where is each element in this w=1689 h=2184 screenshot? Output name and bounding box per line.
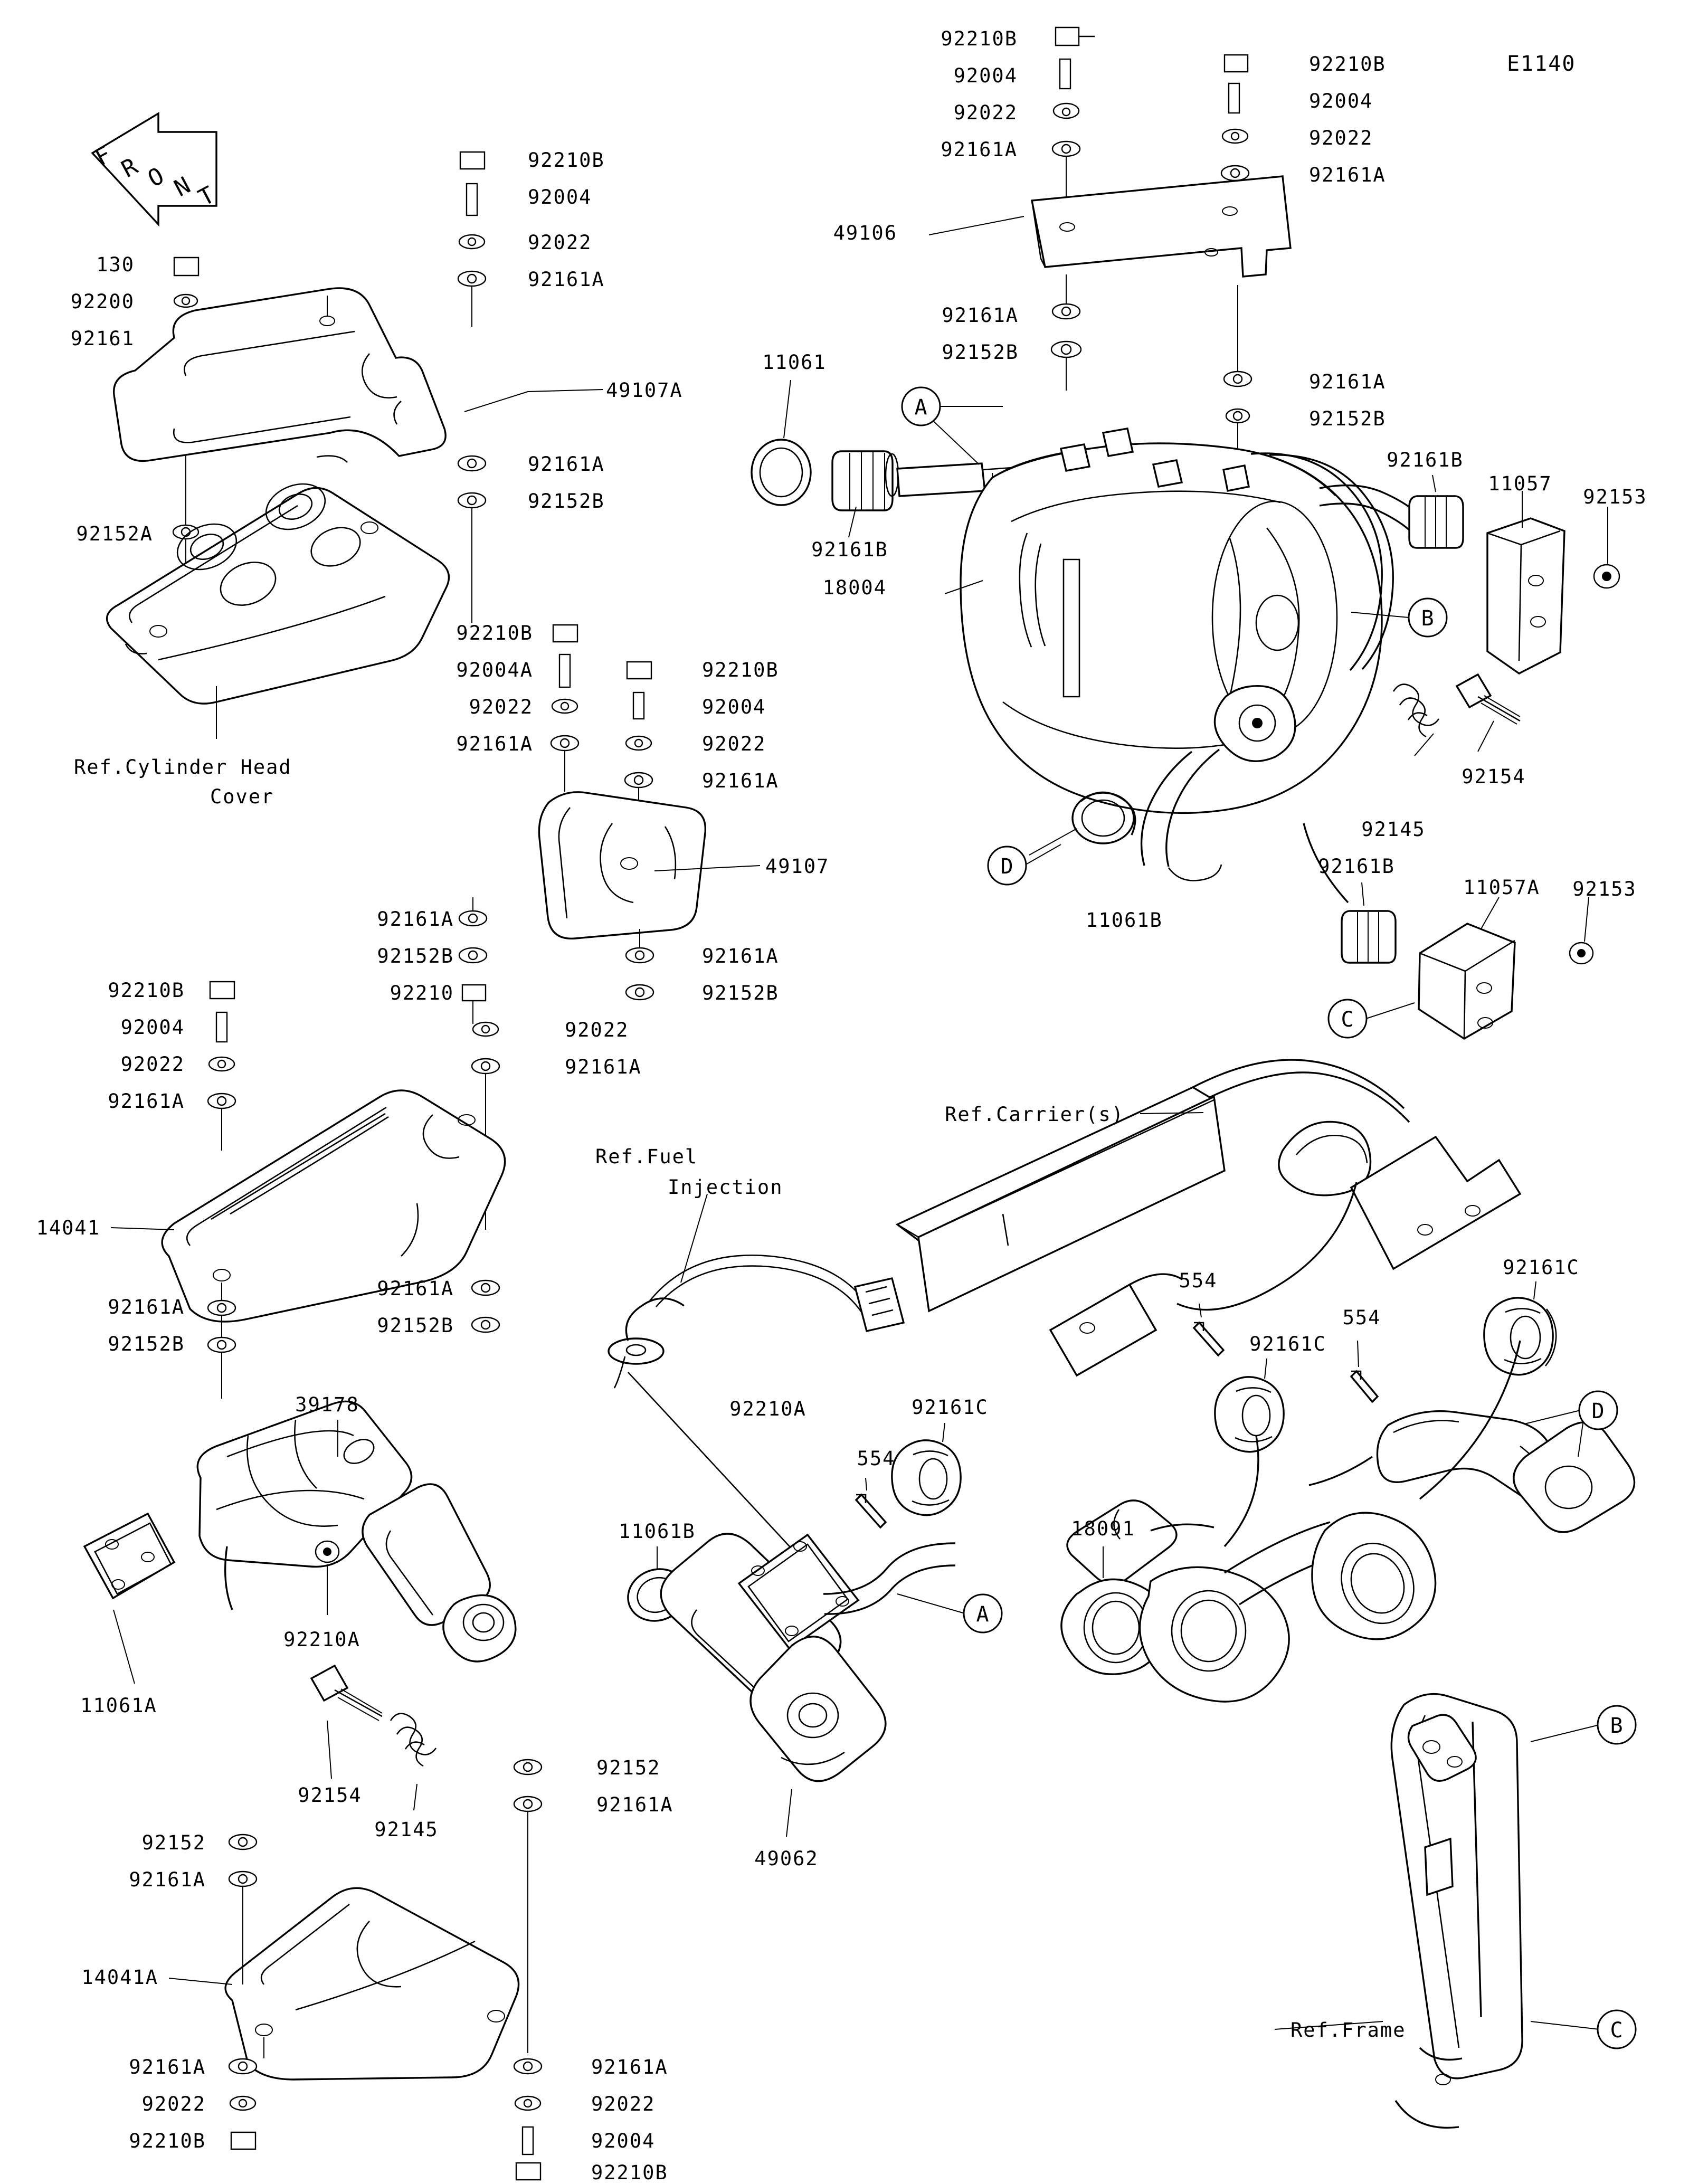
part-554-left: 554	[1179, 1269, 1218, 1292]
svg-text:T: T	[194, 181, 220, 212]
part-92152A: 92152A	[76, 523, 153, 545]
ref-carrier: Ref.Carrier(s)	[945, 1103, 1124, 1126]
part-92210B-mid: 92210B	[456, 622, 533, 644]
part-92200: 92200	[70, 290, 135, 313]
part-92161A-mid-right-2: 92161A	[1309, 371, 1386, 393]
part-92004-l2: 92004	[120, 1016, 185, 1039]
part-92004-upper-left: 92004	[528, 186, 592, 208]
part-92152B-mid-right-2: 92152B	[1309, 407, 1386, 430]
part-92152B-b2: 92152B	[702, 982, 779, 1004]
part-92022-upper-left: 92022	[528, 231, 592, 254]
part-92161A-top-center: 92161A	[941, 138, 1018, 161]
fastener-stack-14041-top	[208, 982, 235, 1151]
part-92161A-bl: 92161A	[129, 1868, 206, 1891]
part-92152B-l3: 92152B	[108, 1333, 185, 1355]
part-92210B-top-center: 92210B	[941, 27, 1018, 50]
part-92161A-m: 92161A	[596, 1793, 673, 1816]
part-drawing-49106	[929, 176, 1291, 277]
part-drawing-18004-muffler	[945, 429, 1393, 881]
part-92153-upper: 92153	[1583, 486, 1647, 508]
svg-text:C: C	[1610, 2018, 1624, 2043]
part-14041: 14041	[36, 1217, 100, 1239]
part-drawing-14041A	[169, 1888, 528, 2079]
fastener-stack-right-muffler	[1224, 285, 1251, 454]
part-drawing-92161B-left	[832, 451, 898, 537]
part-drawing-cylinder-head-cover	[107, 456, 449, 739]
part-92152B-cover: 92152B	[528, 490, 605, 512]
ref-cylinder-head: Ref.Cylinder Head	[74, 756, 292, 778]
part-92161A-top-right: 92161A	[1309, 164, 1386, 186]
part-92210B-upper-left: 92210B	[528, 149, 605, 172]
fastener-stack-49107-left	[551, 625, 578, 792]
fastener-stack-14041A-bottom-mid	[514, 2059, 542, 2180]
fastener-stack-below-49107-right	[626, 929, 653, 1000]
part-14041A: 14041A	[81, 1966, 158, 1989]
part-92004-mid2: 92004	[702, 696, 766, 718]
part-11061A: 11061A	[80, 1694, 157, 1717]
front-arrow-marker	[91, 113, 220, 224]
svg-text:O: O	[143, 162, 169, 193]
sheet-code: E1140	[1507, 52, 1576, 76]
part-92161A-upper-left: 92161A	[528, 268, 605, 291]
part-92161A-bl2: 92161A	[129, 2056, 206, 2078]
part-92154-upper: 92154	[1462, 765, 1526, 788]
part-drawing-92145-92154-upper	[1393, 675, 1520, 756]
part-18004: 18004	[822, 576, 887, 599]
part-92161A-b2: 92161A	[702, 945, 779, 967]
part-92161C-left: 92161C	[912, 1396, 989, 1419]
svg-text:A: A	[914, 395, 928, 420]
svg-text:N: N	[169, 172, 196, 202]
part-92161A-bm: 92161A	[591, 2056, 668, 2078]
part-554-lm: 554	[857, 1447, 896, 1470]
part-554-right: 554	[1342, 1306, 1381, 1329]
part-11061B-right: 11061B	[1086, 909, 1163, 932]
svg-text:R: R	[117, 153, 143, 183]
part-92210B-top-right: 92210B	[1309, 53, 1386, 75]
part-92210A-upper: 92210A	[729, 1398, 806, 1420]
part-92161A-l4: 92161A	[377, 1277, 454, 1300]
ref-fuel-injection: Ref.Fuel	[595, 1145, 698, 1168]
part-92161A-mid2: 92161A	[702, 770, 779, 792]
part-drawing-18091	[1061, 1341, 1635, 1702]
fastener-stack-49107-right	[625, 662, 652, 813]
part-92152B-mid-right-1: 92152B	[942, 341, 1019, 364]
part-92161B-lower: 92161B	[1318, 855, 1395, 878]
ref-cylinder-head-2: Cover	[210, 785, 274, 808]
part-92152B-l4: 92152B	[377, 1314, 454, 1337]
svg-text:D: D	[1000, 854, 1014, 879]
part-92161C-mid: 92161C	[1249, 1333, 1326, 1355]
part-92154-lower: 92154	[298, 1784, 362, 1807]
part-92022-mid2: 92022	[702, 733, 766, 755]
part-11057A: 11057A	[1463, 876, 1540, 899]
part-drawing-11057	[1487, 491, 1619, 673]
part-92161B-right: 92161B	[1387, 449, 1464, 471]
part-drawing-49107A	[114, 288, 603, 461]
part-92161B-left: 92161B	[811, 538, 888, 561]
part-92210B-mid2: 92210B	[702, 659, 779, 681]
svg-text:A: A	[976, 1602, 990, 1627]
svg-text:B: B	[1610, 1714, 1624, 1738]
part-92152B-b1: 92152B	[377, 945, 454, 967]
part-drawing-92161C-right	[1484, 1281, 1556, 1375]
part-92210B-l2: 92210B	[108, 979, 185, 1002]
part-92161A-cover: 92161A	[528, 453, 605, 476]
svg-text:D: D	[1591, 1399, 1605, 1423]
part-drawing-92161C-mid	[1215, 1359, 1284, 1452]
svg-text:C: C	[1341, 1008, 1354, 1032]
part-92210-b1: 92210	[390, 982, 454, 1004]
part-92022-l2: 92022	[120, 1053, 185, 1076]
part-92022-bm: 92022	[591, 2093, 656, 2115]
part-92161-left: 92161	[70, 327, 135, 350]
part-18091: 18091	[1071, 1517, 1135, 1540]
part-92022-mid: 92022	[469, 696, 533, 718]
part-92022-top-right: 92022	[1309, 127, 1373, 149]
part-92210A-lower: 92210A	[283, 1628, 360, 1651]
part-11057: 11057	[1488, 472, 1552, 495]
part-drawing-frame	[1275, 1694, 1522, 2128]
part-drawing-11061	[752, 380, 811, 505]
fastener-stack-49107A	[458, 152, 486, 623]
svg-text:F: F	[90, 141, 117, 172]
part-92022-bl2: 92022	[141, 2093, 206, 2115]
part-92210B-bl2: 92210B	[129, 2130, 206, 2152]
part-92153-lower: 92153	[1572, 878, 1637, 900]
svg-text:B: B	[1421, 606, 1435, 631]
part-92004A: 92004A	[456, 659, 533, 681]
part-92161A-mid: 92161A	[456, 733, 533, 755]
part-92145-upper: 92145	[1361, 818, 1426, 841]
part-92161A-l2: 92161A	[108, 1090, 185, 1113]
part-49106: 49106	[833, 222, 897, 244]
part-92022-top-center: 92022	[953, 101, 1018, 124]
ref-frame: Ref.Frame	[1291, 2019, 1406, 2041]
part-92004-top-center: 92004	[953, 64, 1018, 87]
part-drawing-49107	[539, 792, 760, 939]
part-92004-bm: 92004	[591, 2130, 656, 2152]
part-11061: 11061	[762, 351, 827, 374]
part-49062: 49062	[754, 1847, 819, 1870]
part-92161A-mid-right-1: 92161A	[942, 304, 1019, 327]
part-92161C-right: 92161C	[1503, 1256, 1580, 1279]
part-92004-top-right: 92004	[1309, 90, 1373, 112]
fastener-stack-49062-washers	[514, 1760, 542, 1953]
part-11061B-left: 11061B	[619, 1520, 696, 1543]
fastener-stack-left-muffler	[1051, 274, 1081, 391]
part-92161A-l3: 92161A	[108, 1296, 185, 1318]
part-49107A: 49107A	[606, 379, 683, 402]
part-49107: 49107	[765, 855, 830, 878]
part-39178: 39178	[295, 1393, 359, 1416]
part-92210B-bm: 92210B	[591, 2161, 668, 2184]
part-92152-bl: 92152	[141, 1831, 206, 1854]
part-92161A-b1: 92161A	[377, 908, 454, 930]
part-drawing-92161C-left	[892, 1423, 961, 1515]
part-92161A-b3: 92161A	[565, 1056, 642, 1078]
ref-fuel-injection-2: Injection	[668, 1176, 783, 1199]
part-92145-lower: 92145	[374, 1818, 439, 1841]
part-92022-b3: 92022	[565, 1019, 629, 1041]
part-92152-m: 92152	[596, 1756, 661, 1779]
part-drawing-49062	[661, 1534, 955, 1837]
part-130: 130	[96, 253, 135, 276]
fastener-stack-top-center	[1052, 27, 1095, 201]
